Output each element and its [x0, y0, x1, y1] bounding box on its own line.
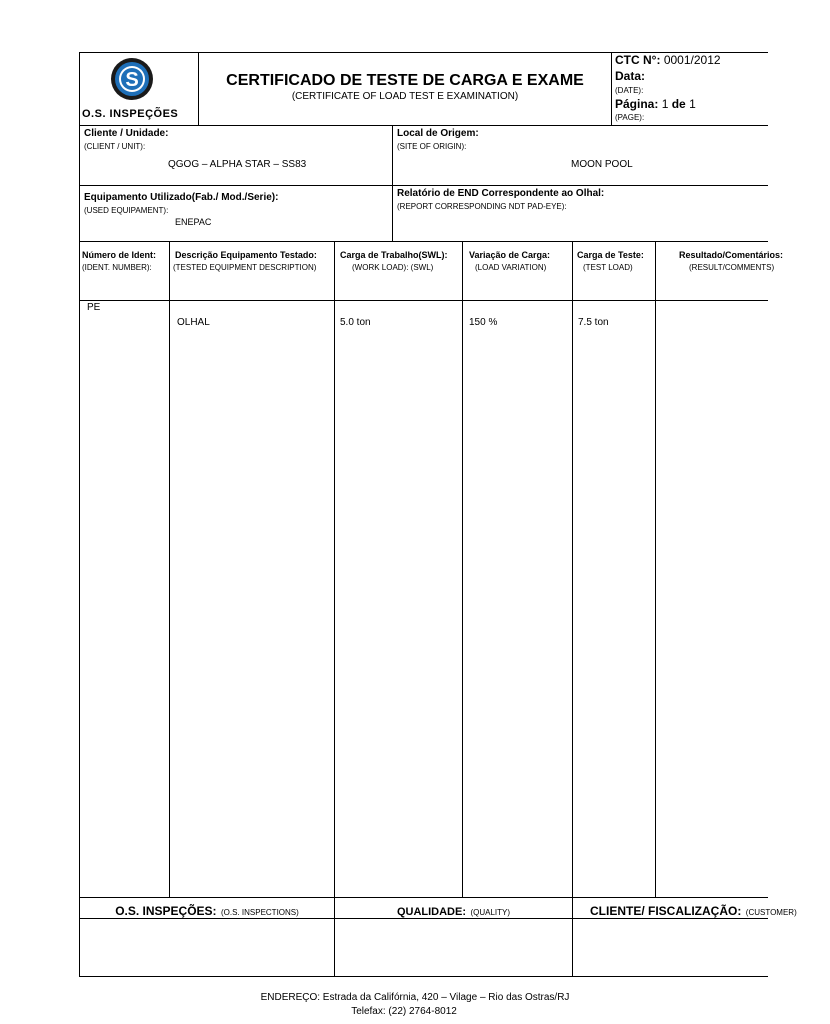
- ctc-label: CTC N°:: [615, 53, 661, 67]
- header-bottom-line: [79, 125, 768, 126]
- site-label: Local de Origem:: [397, 128, 479, 139]
- column-header-bottom: [79, 300, 768, 301]
- signature-quality-sub: (QUALITY): [470, 908, 511, 917]
- col-sub-description: (TESTED EQUIPMENT DESCRIPTION): [173, 263, 317, 272]
- footer-phone: Telefax: (22) 2764-8012: [351, 1006, 457, 1017]
- client-label: Cliente / Unidade:: [84, 128, 169, 139]
- certificate-title: CERTIFICADO DE TESTE DE CARGA E EXAME: [226, 72, 584, 89]
- row-test-load: 7.5 ton: [578, 317, 609, 328]
- date-sub: (DATE):: [615, 86, 644, 95]
- page-indicator: [615, 97, 696, 111]
- signature-client-sub: (CUSTOMER): [745, 908, 797, 917]
- date-label: Data:: [615, 69, 646, 83]
- certificate-subtitle: (CERTIFICATE OF LOAD TEST E EXAMINATION): [291, 91, 519, 102]
- row-work-load: 5.0 ton: [340, 317, 371, 328]
- signature-client-label: CLIENTE/ FISCALIZAÇÃO:: [590, 904, 742, 918]
- ctc-number: [615, 53, 721, 67]
- col-sub-ident: (IDENT. NUMBER):: [82, 263, 152, 272]
- equipment-label: Equipamento Utilizado(Fab./ Mod./Serie):: [84, 192, 279, 203]
- page-label: Página:: [615, 97, 659, 111]
- row-ident: PE: [87, 302, 101, 313]
- header-divider-2: [611, 52, 612, 125]
- svg-text:S: S: [125, 69, 139, 91]
- page-sub: (PAGE):: [615, 113, 645, 122]
- ctc-value: 0001/2012: [663, 53, 721, 67]
- equipment-sub: (USED EQUIPAMENT):: [84, 206, 169, 215]
- page-value: 1: [661, 97, 669, 111]
- row-description: OLHAL: [177, 317, 210, 328]
- client-site-divider: [392, 125, 393, 241]
- site-value: MOON POOL: [571, 159, 633, 170]
- col-divider-1: [169, 241, 170, 897]
- signature-top-line: [79, 897, 768, 898]
- col-sub-work-load: (WORK LOAD): (SWL): [352, 263, 434, 272]
- col-header-ident: Número de Ident:: [82, 250, 157, 260]
- form-bottom-border: [79, 976, 768, 977]
- col-sub-test-load: (TEST LOAD): [583, 263, 633, 272]
- equipment-bottom-line: [79, 241, 768, 242]
- company-logo: [110, 55, 154, 103]
- signature-quality-label: QUALIDADE:: [396, 906, 467, 918]
- col-divider-4: [572, 241, 573, 977]
- col-header-description: Descrição Equipamento Testado:: [175, 250, 317, 260]
- form-left-border: [79, 52, 80, 977]
- equipment-value: ENEPAC: [175, 217, 212, 227]
- col-header-work-load: Carga de Trabalho(SWL):: [340, 250, 448, 260]
- col-header-variation: Variação de Carga:: [469, 250, 551, 260]
- client-sub: (CLIENT / UNIT):: [84, 142, 146, 151]
- footer-address: ENDEREÇO: Estrada da Califórnia, 420 – Vilage – Rio das Ostras/RJ: [260, 992, 570, 1003]
- company-name: O.S. INSPEÇÕES: [82, 108, 179, 120]
- signature-os: [80, 902, 334, 920]
- col-divider-3: [462, 241, 463, 897]
- col-header-test-load: Carga de Teste:: [577, 250, 644, 260]
- client-bottom-line: [79, 185, 768, 186]
- col-header-result: Resultado/Comentários:: [679, 250, 784, 260]
- col-sub-variation: (LOAD VARIATION): [475, 263, 547, 272]
- page-of: de: [671, 97, 686, 111]
- col-divider-2: [334, 241, 335, 977]
- ndt-label: Relatório de END Correspondente ao Olhal:: [397, 188, 605, 199]
- signature-quality: [335, 902, 572, 920]
- col-divider-5: [655, 241, 656, 897]
- page-total: 1: [689, 97, 696, 111]
- ndt-sub: (REPORT CORRESPONDING NDT PAD-EYE):: [397, 202, 567, 211]
- site-sub: (SITE OF ORIGIN):: [397, 142, 467, 151]
- row-variation: 150 %: [469, 317, 498, 328]
- col-sub-result: (RESULT/COMMENTS): [689, 263, 775, 272]
- signature-client: [590, 902, 797, 920]
- signature-os-sub: (O.S. INSPECTIONS): [221, 908, 299, 917]
- logo-emblem-icon: [110, 55, 154, 103]
- client-value: QGOG – ALPHA STAR – SS83: [168, 159, 307, 170]
- header-divider-1: [198, 52, 199, 125]
- signature-os-label: O.S. INSPEÇÕES:: [115, 904, 217, 918]
